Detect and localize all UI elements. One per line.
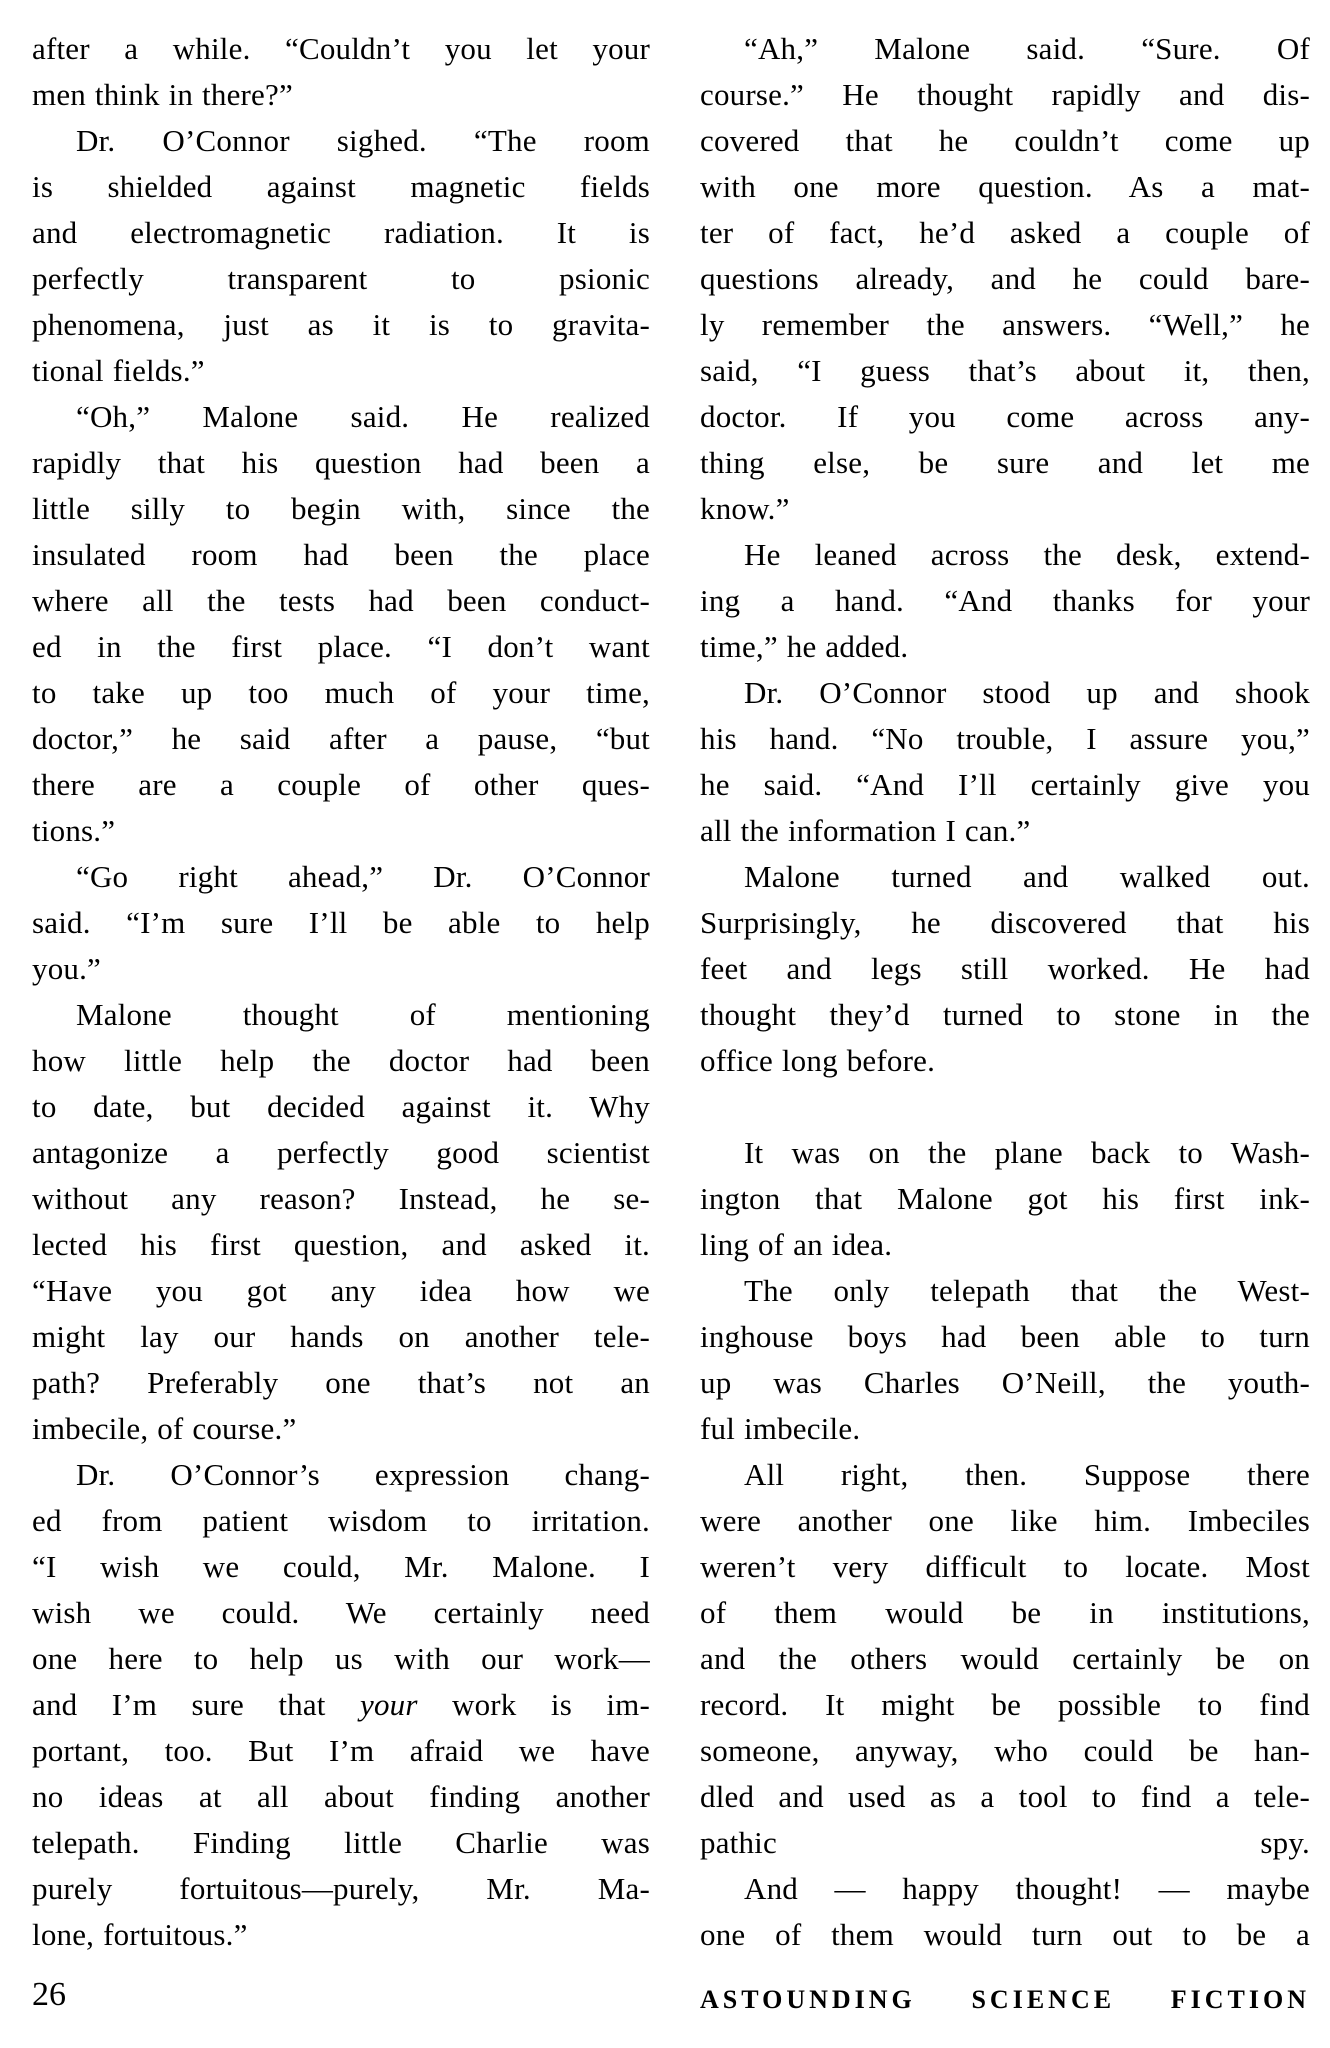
text-line: inghouse boys had been able to turn [700,1319,1310,1354]
text-line: doctor,” he said after a pause, “but [32,721,650,756]
text-line: and I’m sure that your work is im- [32,1687,650,1722]
text-line: you.” [32,951,102,986]
text-line: And — happy thought! — maybe [744,1871,1310,1906]
text-line: Surprisingly, he discovered that his [700,905,1310,940]
text-line: ing a hand. “And thanks for your [700,583,1310,618]
text-line: after a while. “Couldn’t you let your [32,31,650,66]
text-line: weren’t very difficult to locate. Most [700,1549,1310,1584]
text-line: and electromagnetic radiation. It is [32,215,650,250]
text-line: ed from patient wisdom to irritation. [32,1503,650,1538]
text-line: he said. “And I’ll certainly give you [700,767,1310,802]
text-line: to take up too much of your time, [32,675,650,710]
text-line: course.” He thought rapidly and dis- [700,77,1310,112]
text-line: how little help the doctor had been [32,1043,650,1078]
text-line: Malone thought of mentioning [76,997,650,1032]
text-line: with one more question. As a mat- [700,169,1310,204]
text-line: to date, but decided against it. Why [32,1089,650,1124]
text-line: pathic spy. [700,1825,1310,1860]
text-line: thought they’d turned to stone in the [700,997,1310,1032]
text-line: tional fields.” [32,353,205,388]
text-line: all the information I can.” [700,813,1031,848]
text-line: covered that he couldn’t come up [700,123,1310,158]
text-line: time,” he added. [700,629,909,664]
text-line: “I wish we could, Mr. Malone. I [32,1549,650,1584]
text-line: questions already, and he could bare- [700,261,1310,296]
right-text-column [700,26,1310,1958]
text-line: antagonize a perfectly good scientist [32,1135,650,1170]
text-line: someone, anyway, who could be han- [700,1733,1310,1768]
text-line: office long before. [700,1043,936,1078]
text-line: wish we could. We certainly need [32,1595,650,1630]
text-line: said. “I’m sure I’ll be able to help [32,905,650,940]
text-line: where all the tests had been conduct- [32,583,650,618]
text-line: perfectly transparent to psionic [32,261,650,296]
text-line: men think in there?” [32,77,293,112]
text-line: without any reason? Instead, he se- [32,1181,650,1216]
left-text-column [32,26,650,1958]
text-line: little silly to begin with, since the [32,491,650,526]
text-line: one of them would turn out to be a [700,1917,1310,1952]
text-line: might lay our hands on another tele- [32,1319,650,1354]
text-line: portant, too. But I’m afraid we have [32,1733,650,1768]
text-line: Dr. O’Connor’s expression chang- [76,1457,650,1492]
text-line: up was Charles O’Neill, the youth- [700,1365,1310,1400]
text-line: He leaned across the desk, extend- [744,537,1310,572]
text-line: All right, then. Suppose there [744,1457,1310,1492]
text-line: “Oh,” Malone said. He realized [76,399,650,434]
text-line: Dr. O’Connor sighed. “The room [76,123,650,158]
text-line: rapidly that his question had been a [32,445,650,480]
text-line: Malone turned and walked out. [744,859,1310,894]
text-line: record. It might be possible to find [700,1687,1310,1722]
text-line: were another one like him. Imbeciles [700,1503,1310,1538]
text-line: It was on the plane back to Wash- [744,1135,1310,1170]
text-line: ter of fact, he’d asked a couple of [700,215,1310,250]
text-line: Dr. O’Connor stood up and shook [744,675,1310,710]
text-line: said, “I guess that’s about it, then, [700,353,1310,388]
text-line: ington that Malone got his first ink- [700,1181,1310,1216]
text-line: “Have you got any idea how we [32,1273,650,1308]
text-line: purely fortuitous—purely, Mr. Ma- [32,1871,650,1906]
text-line: and the others would certainly be on [700,1641,1310,1676]
text-line: ling of an idea. [700,1227,893,1262]
page-number: 26 [32,1976,66,2013]
text-line: telepath. Finding little Charlie was [32,1825,650,1860]
text-line: his hand. “No trouble, I assure you,” [700,721,1310,756]
magazine-title-footer: ASTOUNDING SCIENCE FICTION [700,1985,1310,2014]
text-line: of them would be in institutions, [700,1595,1310,1630]
text-line: tions.” [32,813,116,848]
text-line: no ideas at all about finding another [32,1779,650,1814]
text-line: lone, fortuitous.” [32,1917,248,1952]
text-line: The only telepath that the West- [744,1273,1310,1308]
text-line: lected his first question, and asked it. [32,1227,650,1262]
text-line: path? Preferably one that’s not an [32,1365,650,1400]
italic-text: your [359,1687,418,1722]
text-line: know.” [700,491,790,526]
text-line: insulated room had been the place [32,537,650,572]
text-line: ly remember the answers. “Well,” he [700,307,1310,342]
text-line: phenomena, just as it is to gravita- [32,307,650,342]
text-line: doctor. If you come across any- [700,399,1310,434]
text-line: “Ah,” Malone said. “Sure. Of [744,31,1310,66]
text-line: ed in the first place. “I don’t want [32,629,650,664]
text-line: feet and legs still worked. He had [700,951,1310,986]
text-line: “Go right ahead,” Dr. O’Connor [76,859,650,894]
text-line: thing else, be sure and let me [700,445,1310,480]
text-line: ful imbecile. [700,1411,861,1446]
text-line: is shielded against magnetic fields [32,169,650,204]
text-line: dled and used as a tool to find a tele- [700,1779,1310,1814]
text-line: imbecile, of course.” [32,1411,297,1446]
text-line: there are a couple of other ques- [32,767,650,802]
text-line: one here to help us with our work— [32,1641,650,1676]
